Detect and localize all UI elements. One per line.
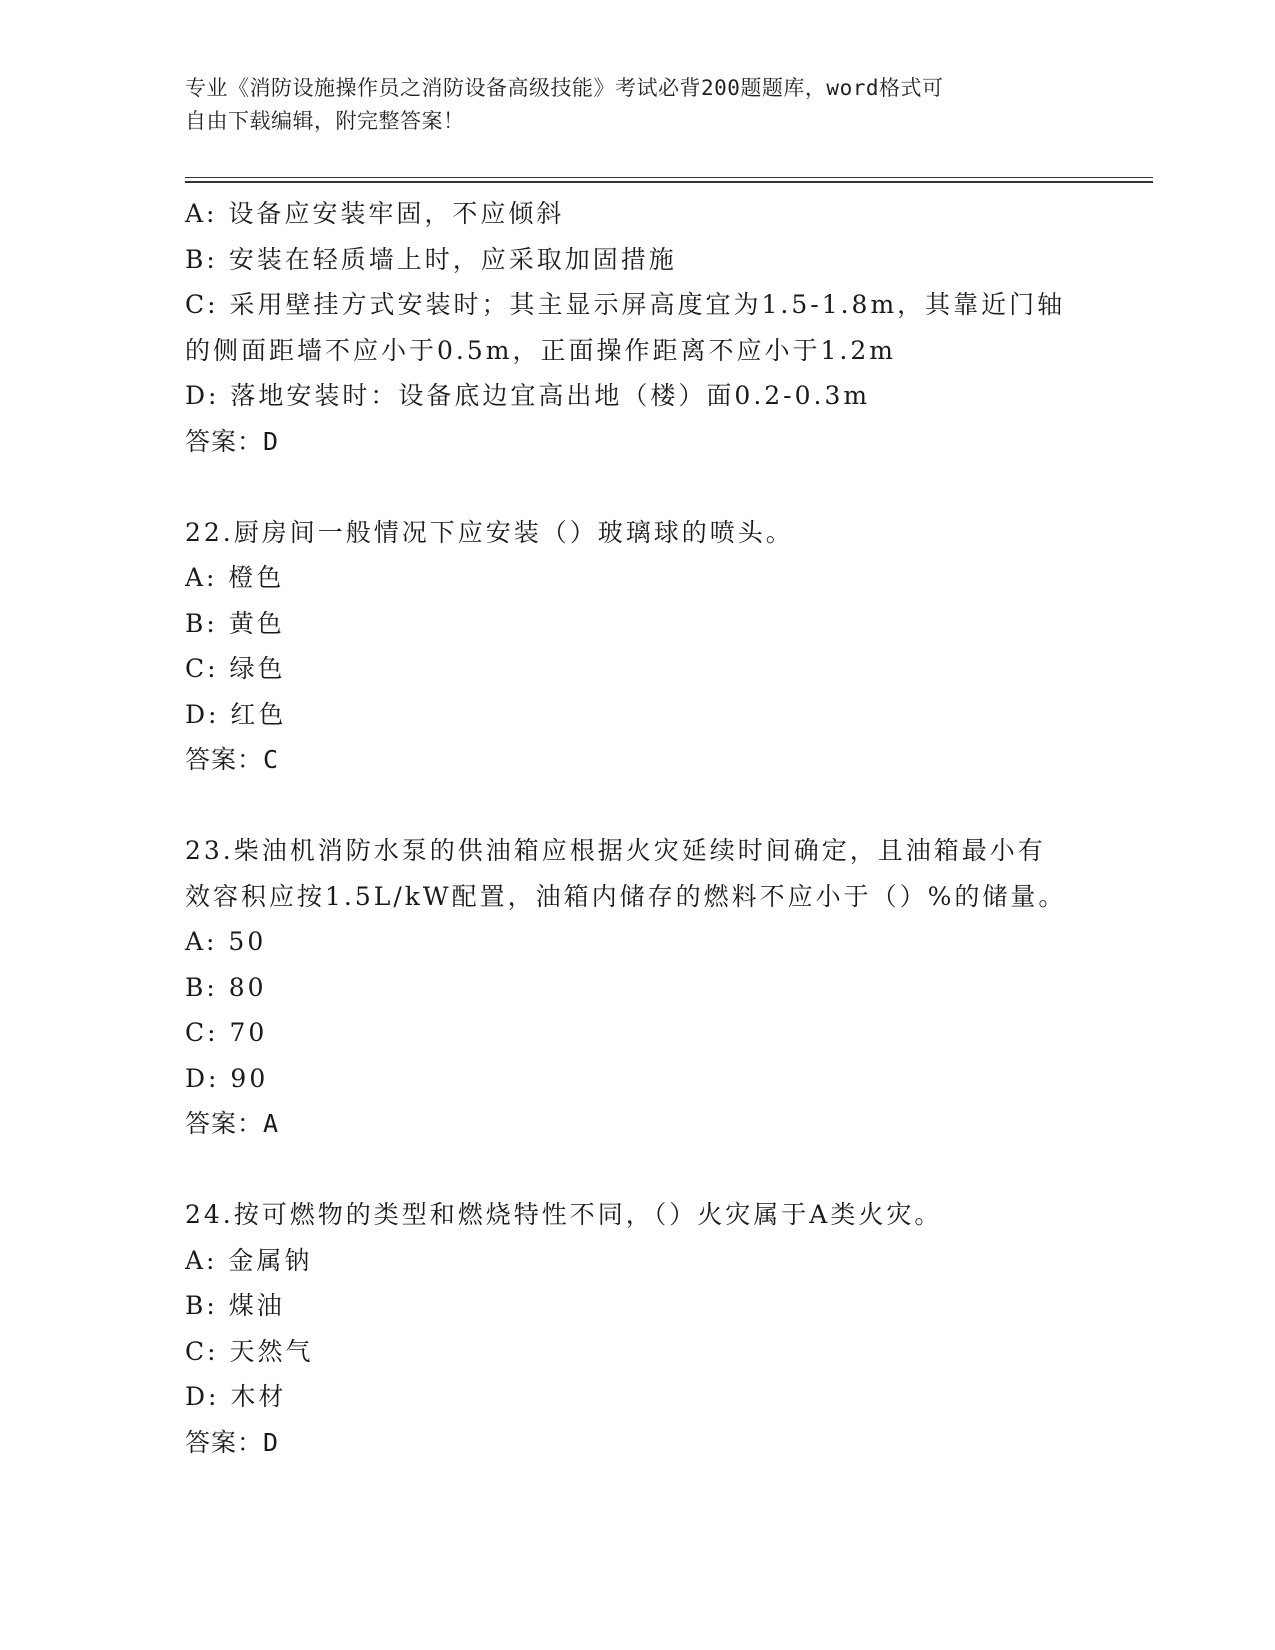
option-a: A: 50 (185, 927, 267, 956)
option-c-line-2: 的侧面距墙不应小于0.5m，正面操作距离不应小于1.2m (185, 335, 896, 365)
option-a: A: 橙色 (185, 563, 285, 592)
option-c-line-1: C: 采用壁挂方式安装时；其主显示屏高度宜为1.5-1.8m，其靠近门轴 (185, 290, 1066, 319)
answer: 答案：C (185, 745, 280, 774)
question-21 (185, 191, 1085, 464)
option-c: C: 70 (185, 1018, 268, 1047)
document-header (185, 72, 1065, 138)
question-stem-line-2: 效容积应按1.5L/kW配置，油箱内储存的燃料不应小于（）%的储量。 (185, 881, 1067, 911)
question-stem: 24.按可燃物的类型和燃烧特性不同，（）火灾属于A类火灾。 (185, 1200, 943, 1229)
option-b: B: 安装在轻质墙上时，应采取加固措施 (185, 244, 677, 274)
option-c: C: 绿色 (185, 654, 286, 683)
option-d: D: 木材 (185, 1382, 287, 1411)
option-a: A: 金属钠 (185, 1245, 313, 1275)
header-line-2: 自由下载编辑，附完整答案！ (185, 109, 465, 133)
header-divider-thick (185, 181, 1153, 183)
option-c: C: 天然气 (185, 1336, 314, 1366)
question-stem-line-1: 23.柴油机消防水泵的供油箱应根据火灾延续时间确定，且油箱最小有 (185, 836, 1046, 865)
option-b: B: 80 (185, 972, 267, 1002)
answer: 答案：D (185, 1427, 280, 1457)
option-d: D: 红色 (185, 699, 287, 729)
question-spacer (185, 464, 1085, 510)
header-line-1: 专业《消防设施操作员之消防设备高级技能》考试必背200题题库，word格式可 (185, 76, 944, 100)
question-spacer (185, 783, 1085, 829)
option-a: A: 设备应安装牢固，不应倾斜 (185, 199, 565, 228)
question-23 (185, 828, 1085, 1147)
option-b: B: 黄色 (185, 608, 285, 638)
option-d: D: 落地安装时：设备底边宜高出地（楼）面0.2-0.3m (185, 381, 871, 410)
answer: 答案：A (185, 1109, 280, 1138)
question-24 (185, 1192, 1085, 1465)
option-b: B: 煤油 (185, 1291, 285, 1320)
question-spacer (185, 1147, 1085, 1193)
question-stem: 22.厨房间一般情况下应安装（）玻璃球的喷头。 (185, 517, 794, 547)
question-22 (185, 510, 1085, 783)
option-d: D: 90 (185, 1063, 269, 1093)
answer: 答案：D (185, 426, 280, 456)
question-list (185, 191, 1085, 1465)
header-divider-thin (185, 177, 1153, 178)
